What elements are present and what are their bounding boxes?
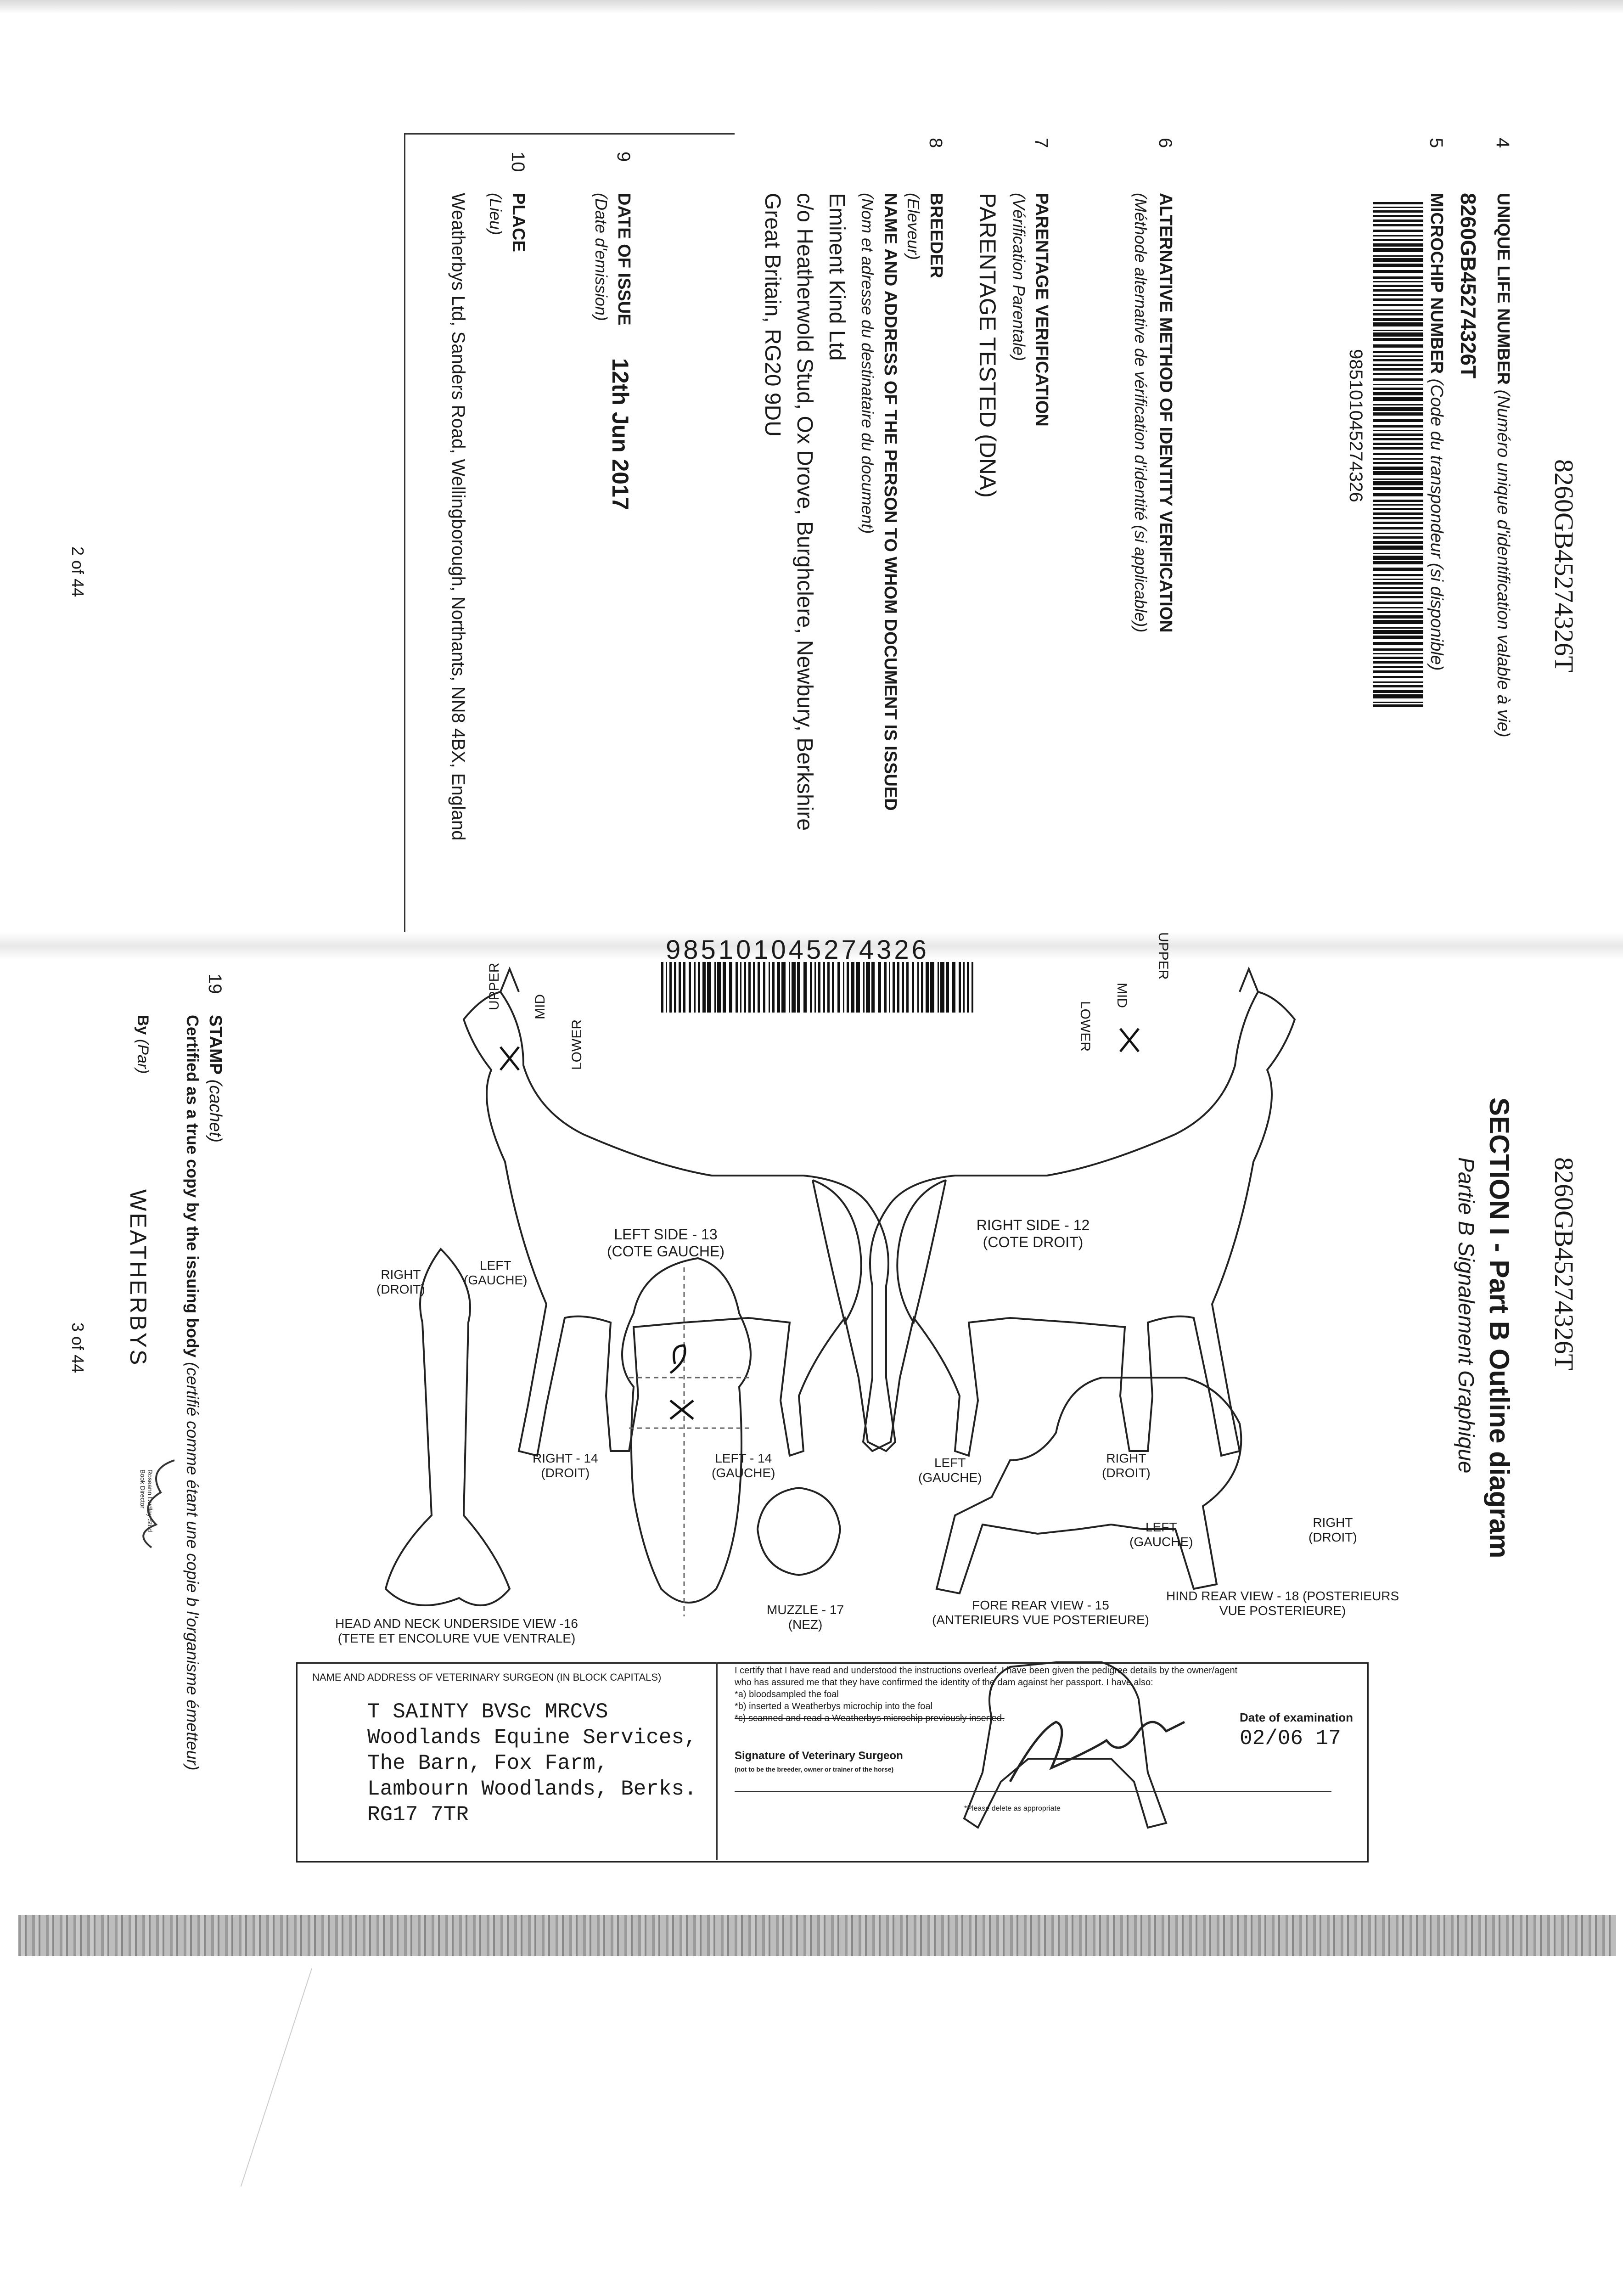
- label-upper-left: UPPER: [487, 962, 502, 1010]
- vet-line-3: The Barn, Fox Farm,: [367, 1751, 608, 1775]
- vet-line-4: Lambourn Woodlands, Berks.: [367, 1777, 697, 1801]
- field-10-label: PLACE: [509, 193, 528, 252]
- vet-signature-note: (not to be the breeder, owner or trainer of the horse): [735, 1766, 894, 1773]
- label-right-side: RIGHT SIDE - 12 (COTE DROIT): [976, 1217, 1090, 1250]
- label-hind-rear-view: HIND REAR VIEW - 18 (POSTERIEURS VUE POSTERIEURE): [1166, 1589, 1399, 1618]
- field-6-number: 6: [1155, 138, 1175, 148]
- label-left-side: LEFT SIDE - 13 (COTE GAUCHE): [607, 1226, 724, 1260]
- unique-life-number-value: 8260GB45274326T: [1456, 193, 1480, 379]
- label-lower-left: LOWER: [569, 1019, 584, 1070]
- label-mid-left: MID: [533, 994, 548, 1019]
- label-head-left-14: LEFT - 14 (GAUCHE): [712, 1451, 775, 1480]
- label-muzzle: MUZZLE - 17 (NEZ): [767, 1603, 844, 1632]
- muzzle-outline: [758, 1488, 840, 1575]
- vet-line-2: Woodlands Equine Services,: [367, 1726, 697, 1750]
- breeder-name: Eminent Kind Ltd: [825, 193, 849, 361]
- vet-delete-note: *Please delete as appropriate: [964, 1805, 1061, 1812]
- field-8-label: BREEDER: [927, 193, 946, 278]
- vet-address: [367, 1699, 697, 1828]
- place-value: Weatherbys Ltd, Sanders Road, Wellingborough, Northants, NN8 4BX, England: [448, 193, 468, 841]
- vet-line-1: T SAINTY BVSc MRCVS: [367, 1700, 608, 1724]
- vet-certify-text: I certify that I have read and understood the instructions overleaf. I have been given the pedigree details by the owner/agent who has assured me that they have confirmed the identity of the dam against her passport. I have also: *a) bloodsampled the foal *b) inserted a Weatherbys microchip into the foal *c) scanned and read a Weatherbys microchip previously inserted.: [735, 1666, 1238, 1723]
- label-fore-left: LEFT (GAUCHE): [918, 1456, 982, 1485]
- label-neck-right: RIGHT (DROIT): [376, 1267, 425, 1296]
- left-side-horse-ear: [500, 969, 519, 992]
- label-hind-right: RIGHT (DROIT): [1309, 1515, 1357, 1544]
- breeder-address-1: c/o Heatherwold Stud, Ox Drove, Burghclere, Newbury, Berkshire: [792, 193, 817, 831]
- date-of-examination-label: Date of examination: [1240, 1711, 1353, 1724]
- vet-box-label: NAME AND ADDRESS OF VETERINARY SURGEON (IN BLOCK CAPITALS): [312, 1671, 662, 1683]
- field-6-label: ALTERNATIVE METHOD OF IDENTITY VERIFICATION: [1156, 193, 1175, 633]
- field-9-label: DATE OF ISSUE: [614, 193, 634, 326]
- left-side-horse-outline: [464, 992, 895, 1456]
- marking-head-x: [670, 1401, 693, 1419]
- left-side-horse-tail: [813, 1180, 861, 1322]
- hind-rear-view-outline: [937, 1378, 1241, 1593]
- bottom-header-code: 8260GB45274326T: [1549, 1157, 1579, 1370]
- vet-box-divider: [716, 1662, 718, 1860]
- top-header-code: 8260GB45274326T: [1549, 459, 1579, 672]
- label-lower-right: LOWER: [1078, 1001, 1093, 1052]
- stamp-signature: [119, 1451, 184, 1552]
- label-fore-rear-view: FORE REAR VIEW - 15 (ANTERIEURS VUE POSTERIEURE): [932, 1598, 1149, 1627]
- vet-signature: [1001, 1704, 1194, 1795]
- label-hind-left: LEFT (GAUCHE): [1129, 1520, 1193, 1549]
- head-neck-underside-outline: [386, 1249, 510, 1605]
- breeder-address-2: Great Britain, RG20 9DU: [760, 193, 785, 437]
- marking-cross-left: [500, 1047, 519, 1070]
- label-upper-right: UPPER: [1156, 932, 1171, 980]
- right-side-horse-tail: [897, 1180, 946, 1322]
- date-of-examination-value: 02/06 17: [1240, 1727, 1341, 1750]
- label-fore-right: RIGHT (DROIT): [1102, 1451, 1151, 1480]
- weatherbys-logo-text: WEATHERBYS: [125, 1189, 151, 1367]
- label-head-right-14: RIGHT - 14 (DROIT): [533, 1451, 598, 1480]
- section-title: SECTION I - Part B Outline diagram: [1484, 1097, 1515, 1559]
- field-8-label2: NAME AND ADDRESS OF THE PERSON TO WHOM DOCUMENT IS ISSUED: [881, 193, 900, 811]
- field-9-label-fr: (Date d'emission): [592, 193, 611, 321]
- field-4-number: 4: [1493, 138, 1513, 148]
- field-8-number: 8: [926, 138, 946, 148]
- field-5-number: 5: [1426, 138, 1446, 148]
- stamp-signer-note: Roseann Dudley Stud Book Director: [139, 1469, 154, 1532]
- label-neck-left: LEFT (GAUCHE): [464, 1258, 528, 1287]
- stamp-by: By (Par): [134, 1015, 152, 1074]
- field-6-label-fr: (Méthode alternative de vérification d'identité (si applicable)): [1131, 193, 1150, 633]
- field-8-label-fr: (Eleveur): [904, 193, 923, 260]
- top-page-number: 2 of 44: [68, 546, 87, 597]
- field-7-label-fr: (Vérification Parentale): [1010, 193, 1028, 361]
- stamp-number: 19: [205, 974, 225, 994]
- marking-cross-right: [1120, 1029, 1139, 1052]
- field-5-label: MICROCHIP NUMBER (Code du transpondeur (si disponible): [1427, 193, 1446, 671]
- field-7-label: PARENTAGE VERIFICATION: [1032, 193, 1051, 427]
- field-8-label2-fr: (Nom et adresse du destinataire du document): [858, 193, 877, 534]
- label-mid-right: MID: [1114, 983, 1129, 1008]
- marking-head-whorl: [670, 1345, 685, 1373]
- field-10-number: 10: [508, 152, 528, 172]
- vet-signature-label: Signature of Veterinary Surgeon: [735, 1750, 903, 1762]
- head-front-view-outline: [622, 1258, 751, 1603]
- section-subtitle: Partie B Signalement Graphique: [1454, 1157, 1478, 1474]
- parentage-verification-value: PARENTAGE TESTED (DNA): [975, 193, 1000, 498]
- diagram-barcode-number: 985101045274326: [666, 935, 929, 965]
- field-7-number: 7: [1031, 138, 1051, 148]
- stamp-certified: Certified as a true copy by the issuing body (certifié comme étant une copie b l'organisme émetteur): [183, 1015, 202, 1771]
- vet-line-5: RG17 7TR: [367, 1803, 469, 1827]
- field-10-label-fr: (Lieu): [486, 193, 505, 236]
- right-side-horse-ear: [1240, 969, 1258, 992]
- date-of-issue-value: 12th Jun 2017: [607, 358, 633, 510]
- stamp-label: STAMP (cachet): [206, 1015, 225, 1143]
- microchip-number-value: 985101045274326: [1346, 349, 1366, 502]
- field-4-label: UNIQUE LIFE NUMBER (Numéro unique d'identification valable à vie): [1494, 193, 1513, 737]
- scan-fold-band: [18, 1915, 1616, 1956]
- bottom-page-number: 3 of 44: [68, 1322, 87, 1373]
- field-9-number: 9: [613, 152, 634, 162]
- label-head-neck-underside: HEAD AND NECK UNDERSIDE VIEW -16 (TETE ET ENCOLURE VUE VENTRALE): [335, 1616, 578, 1645]
